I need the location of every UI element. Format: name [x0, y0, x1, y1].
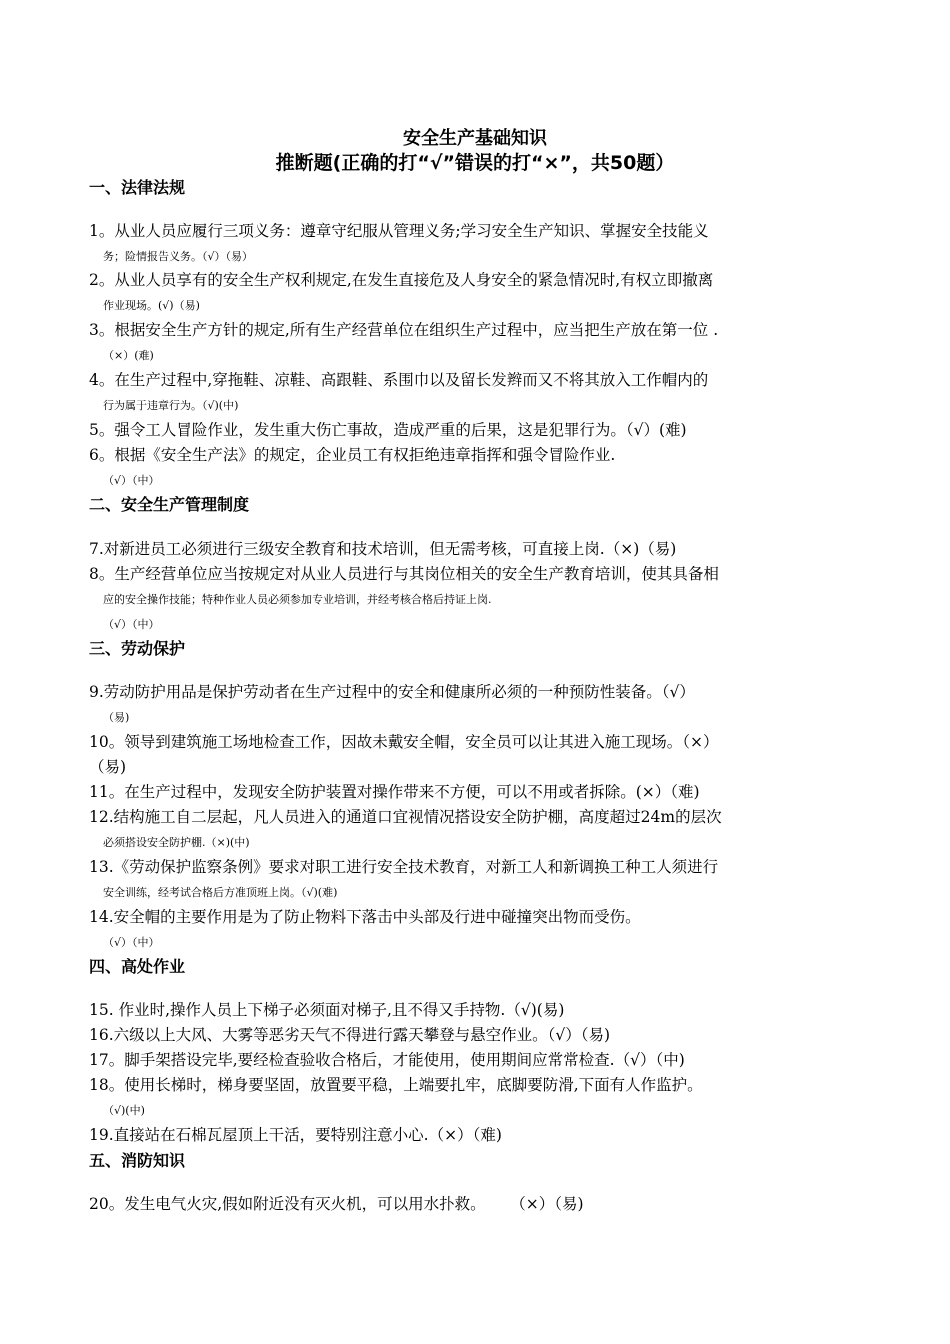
question-item: 12.结构施工自二层起，凡人员进入的通道口宜视情况搭设安全防护棚，高度超过24m的层次 必须搭设安全防护棚.（×)(中) — [89, 808, 722, 849]
question-item: 16.六级以上大风、大雾等恶劣天气不得进行露天攀登与悬空作业。（√）（易) — [89, 1026, 611, 1044]
section-heading: 五、消防知识 — [89, 1151, 186, 1170]
question-item: 20。发生电气火灾,假如附近没有灭火机，可以用水扑救。 （×）（易) — [89, 1195, 584, 1213]
question-item: 13.《劳动保护监察条例》要求对职工进行安全技术教育，对新工人和新调换工种工人须进行 安全训练，经考试合格后方准顶班上岗。（√)(难) — [89, 858, 719, 899]
question-item: 15. 作业时,操作人员上下梯子必须面对梯子,且不得又手持物.（√)(易) — [89, 1001, 565, 1019]
question-item: 4。在生产过程中,穿拖鞋、凉鞋、高跟鞋、系围巾以及留长发辫而又不将其放入工作帽内的 行为属于违章行为。（√)(中) — [89, 371, 709, 412]
question-item: 14.安全帽的主要作用是为了防止物料下落击中头部及行进中碰撞突出物而受伤。 （√）（中） — [89, 908, 641, 949]
question-item: 18。使用长梯时，梯身要坚固，放置要平稳，上端要扎牢，底脚要防滑,下面有人作监护。 （√)(中) — [89, 1076, 703, 1117]
question-item: 5。强令工人冒险作业，发生重大伤亡事故，造成严重的后果，这是犯罪行为。（√）(难) — [89, 421, 687, 439]
question-item: 2。从业人员享有的安全生产权利规定,在发生直接危及人身安全的紧急情况时,有权立即撤离 作业现场。(√)（易) — [89, 271, 714, 312]
question-item: 17。脚手架搭设完毕,要经检查验收合格后，才能使用，使用期间应常常检查.（√）（中) — [89, 1051, 685, 1069]
section-heading: 三、劳动保护 — [89, 639, 186, 658]
question-item: 7.对新进员工必须进行三级安全教育和技术培训，但无需考核，可直接上岗.（×)（易) — [89, 540, 677, 558]
section-heading: 四、高处作业 — [89, 957, 186, 976]
question-item: 3。根据安全生产方针的规定,所有生产经营单位在组织生产过程中，应当把生产放在第一位 . （×）(难) — [89, 321, 719, 362]
section-heading: 二、安全生产管理制度 — [89, 495, 250, 514]
question-item: 1。从业人员应履行三项义务：遵章守纪服从管理义务;学习安全生产知识、掌握安全技能义 务；险情报告义务。（√）（易） — [89, 222, 709, 263]
question-item: 19.直接站在石棉瓦屋顶上干活，要特别注意小心.（×）（难) — [89, 1126, 502, 1144]
question-item: 11。在生产过程中，发现安全防护装置对操作带来不方便，可以不用或者拆除。(×）（难) — [89, 783, 700, 801]
question-item: 8。生产经营单位应当按规定对从业人员进行与其岗位相关的安全生产教育培训，使其具备相 应的安全操作技能；特种作业人员必须参加专业培训，并经考核合格后持证上岗. （√）（中） — [89, 565, 719, 631]
question-item: 10。领导到建筑施工场地检查工作，因故未戴安全帽，安全员可以让其进入施工现场。（×） （易) — [89, 733, 719, 776]
question-item: 6。根据《安全生产法》的规定，企业员工有权拒绝违章指挥和强令冒险作业. （√）（中） — [89, 446, 616, 487]
question-item: 9.劳动防护用品是保护劳动者在生产过程中的安全和健康所必须的一种预防性装备。（√） （易) — [89, 683, 695, 724]
document-title: 安全生产基础知识 — [403, 128, 547, 149]
section-heading: 一、法律法规 — [89, 178, 186, 197]
document-subtitle: 推断题(正确的打“√”错误的打“×”，共50题） — [275, 152, 675, 174]
